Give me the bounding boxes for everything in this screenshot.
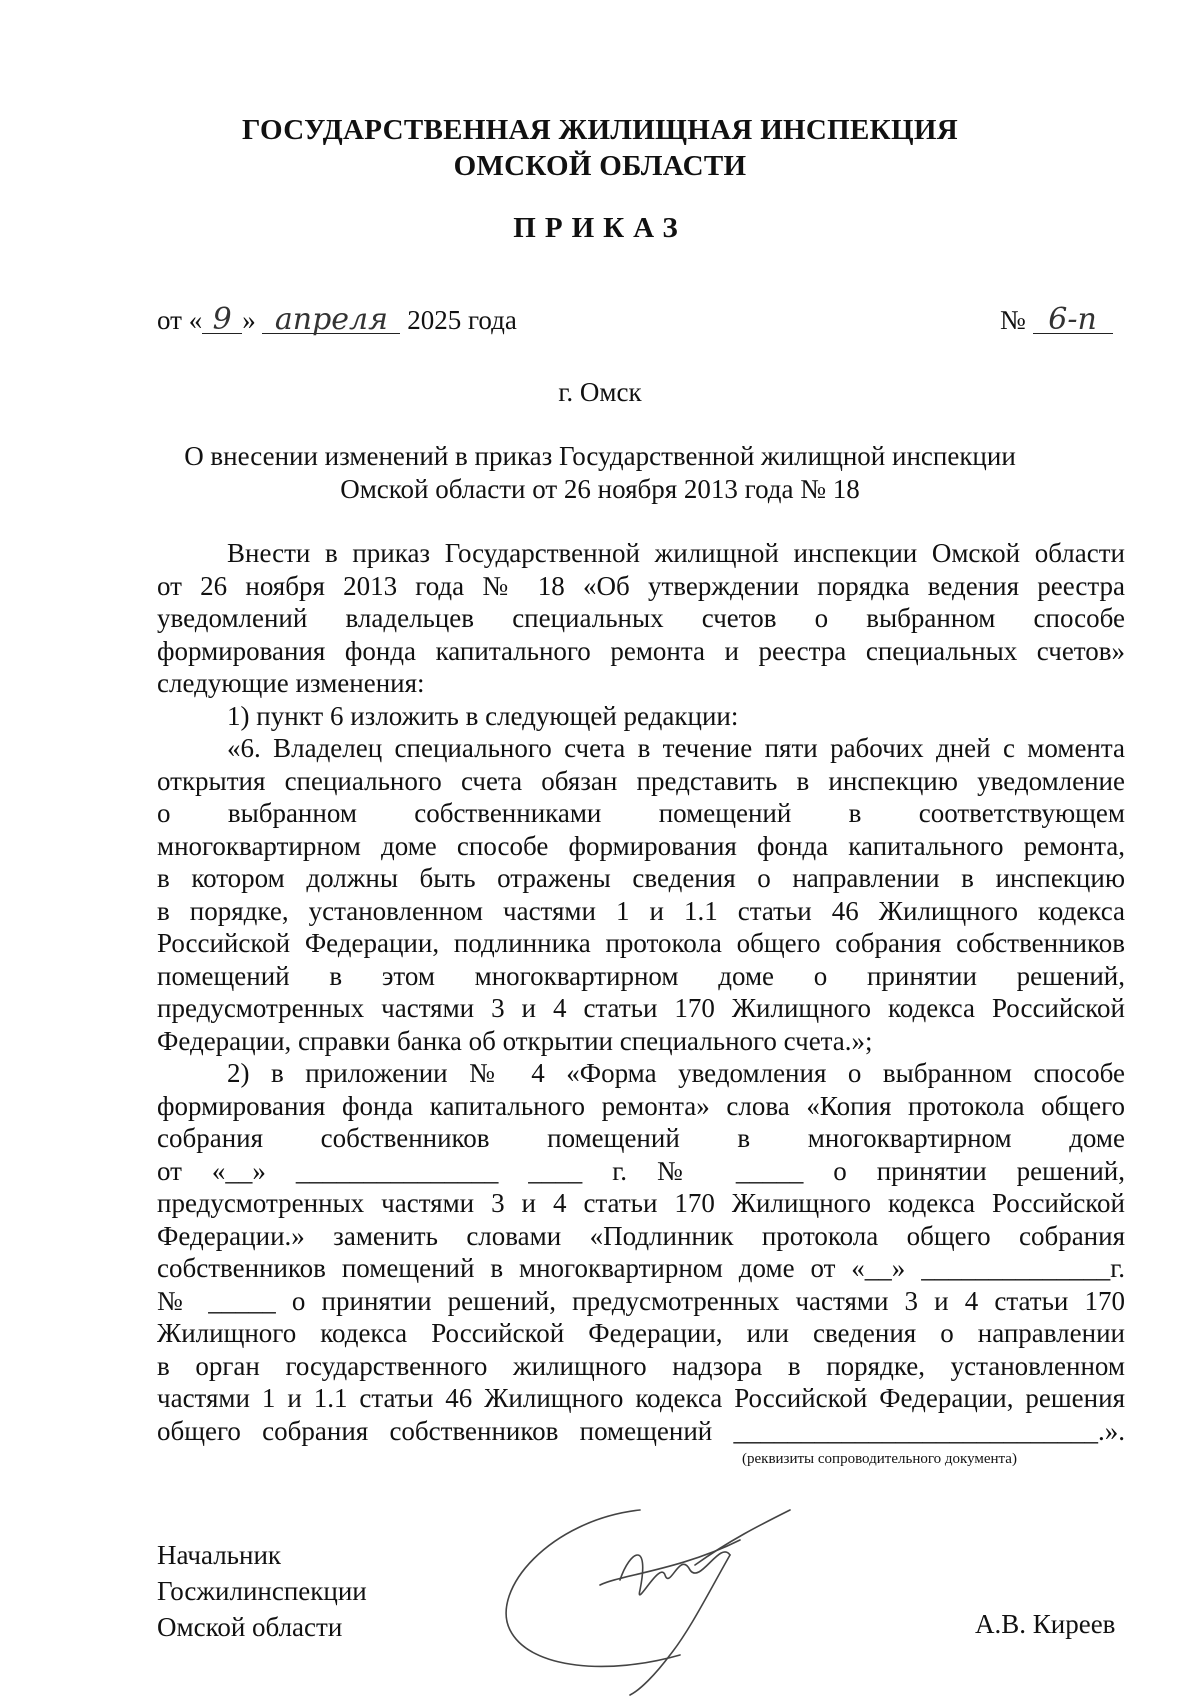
signatory-line: Госжилинспекции: [157, 1576, 367, 1606]
document-type-title: ПРИКАЗ: [513, 212, 687, 244]
body-line: 1) пункт 6 изложить в следующей редакции:: [227, 700, 739, 731]
body-line: общего собрания собственников помещений ___________________________.».: [157, 1415, 1125, 1446]
body-line: многоквартирном доме способе формирования фонда капитального ремонта,: [157, 830, 1125, 861]
body-line: предусмотренных частями 3 и 4 статьи 170 Жилищного кодекса Российской: [157, 1188, 1125, 1218]
order-subject: [0, 440, 1200, 506]
order-date: [157, 302, 517, 337]
body-line: Внести в приказ Государственной жилищной инспекции Омской области: [227, 538, 1125, 568]
number-prefix: №: [1000, 305, 1033, 335]
organization-name-line2: ОМСКОЙ ОБЛАСТИ: [453, 150, 747, 182]
body-line: помещений в этом многоквартирном доме о принятии решений,: [157, 960, 1125, 991]
body-line: следующие изменения:: [157, 668, 425, 698]
order-body: [157, 537, 1125, 1447]
body-line: частями 1 и 1.1 статьи 46 Жилищного кодекса Российской Федерации, решения: [157, 1383, 1125, 1413]
field-caption: (реквизиты сопроводительного документа): [742, 1451, 1017, 1467]
body-line: Жилищного кодекса Российской Федерации, или сведения о направлении: [157, 1318, 1125, 1348]
body-line: «6. Владелец специального счета в течение пяти рабочих дней с момента: [227, 733, 1125, 763]
handwritten-month: апреля: [262, 307, 400, 334]
organization-name-line1: ГОСУДАРСТВЕННАЯ ЖИЛИЩНАЯ ИНСПЕКЦИЯ: [242, 114, 958, 146]
body-line: о выбранном собственниками помещений в соответствующем: [157, 798, 1125, 828]
signatory-line: Омской области: [157, 1612, 343, 1642]
date-mid: »: [242, 305, 256, 335]
body-line: уведомлений владельцев специальных счетов о выбранном способе: [157, 603, 1125, 633]
body-line: Федерации.» заменить словами «Подлинник протокола общего собрания: [157, 1220, 1125, 1251]
date-prefix: от «: [157, 305, 203, 335]
handwritten-number: 6-п: [1033, 307, 1113, 334]
body-line: Российской Федерации, подлинника протокола общего собрания собственников: [157, 928, 1125, 958]
body-line: собственников помещений в многоквартирном доме от «__» ______________г.: [157, 1253, 1125, 1283]
signatory-position: [157, 1537, 367, 1645]
order-number: [1000, 302, 1113, 337]
handwritten-day: 9: [202, 307, 242, 334]
handwritten-signature: [490, 1480, 830, 1700]
body-line: Федерации, справки банка об открытии специального счета.»;: [157, 1025, 873, 1056]
body-line: в орган государственного жилищного надзора в порядке, установленном: [157, 1350, 1125, 1381]
body-line: формирования фонда капитального ремонта» слова «Копия протокола общего: [157, 1090, 1125, 1121]
signatory-line: Начальник: [157, 1540, 282, 1570]
body-line: № _____ о принятии решений, предусмотренных частями 3 и 4 статьи 170: [157, 1285, 1125, 1316]
body-line: формирования фонда капитального ремонта и реестра специальных счетов»: [157, 635, 1125, 666]
body-line: от 26 ноября 2013 года № 18 «Об утверждении порядка ведения реестра: [157, 570, 1125, 601]
body-line: предусмотренных частями 3 и 4 статьи 170 Жилищного кодекса Российской: [157, 993, 1125, 1023]
subject-line: О внесении изменений в приказ Государственной жилищной инспекции: [184, 441, 1016, 471]
body-line: открытия специального счета обязан представить в инспекцию уведомление: [157, 765, 1125, 796]
signatory-name: А.В. Киреев: [975, 1609, 1116, 1639]
body-line: собрания собственников помещений в многоквартирном доме: [157, 1123, 1125, 1153]
body-line: в порядке, установленном частями 1 и 1.1 статьи 46 Жилищного кодекса: [157, 895, 1125, 926]
city: г. Омск: [558, 377, 642, 407]
body-line: в котором должны быть отражены сведения о направлении в инспекцию: [157, 863, 1125, 893]
subject-line: Омской области от 26 ноября 2013 года № 18: [340, 474, 860, 504]
body-line: 2) в приложении № 4 «Форма уведомления о выбранном способе: [227, 1058, 1125, 1088]
date-suffix: 2025 года: [400, 305, 517, 335]
body-line: от «__» _______________ ____ г. № _____ о принятии решений,: [157, 1155, 1125, 1186]
